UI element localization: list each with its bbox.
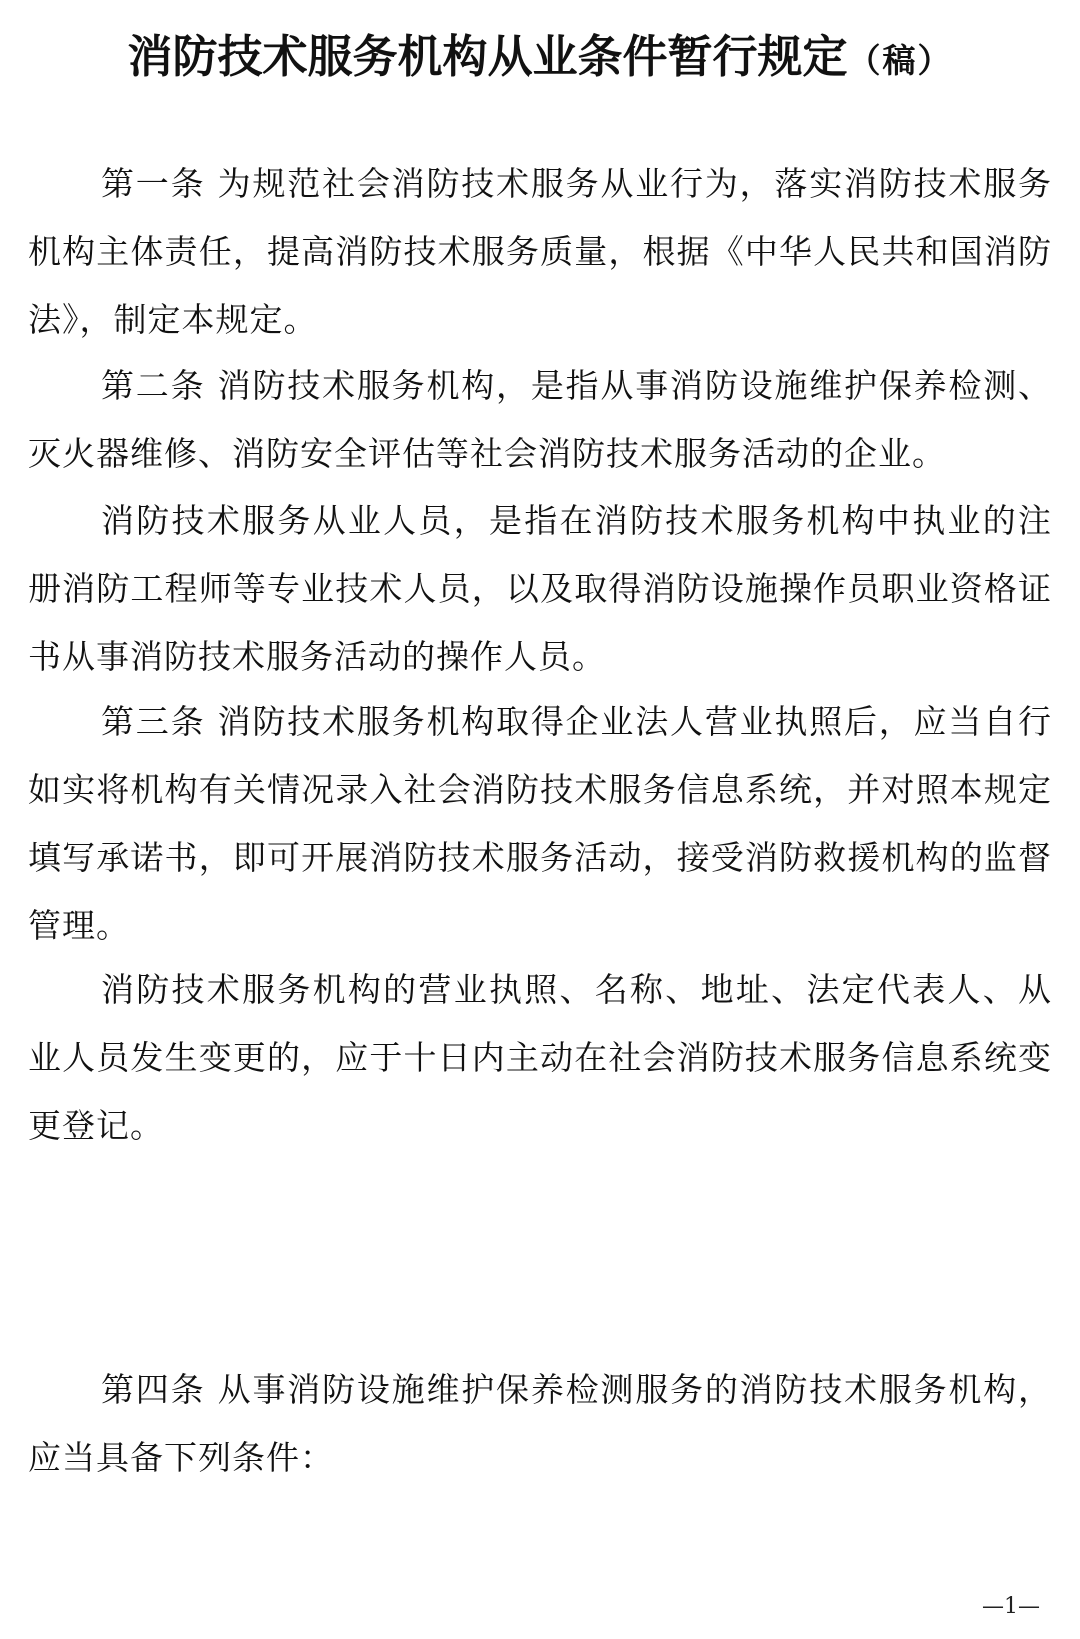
article-3-change-paragraph: 消防技术服务机构的营业执照、名称、地址、法定代表人、从业人员发生变更的，应于十日内主动在社会消防技术服务信息系统变更登记。 [28,970,1052,1145]
article-2-paragraph: 第二条 消防技术服务机构，是指从事消防设施维护保养检测、灭火器维修、消防安全评估等社会消防技术服务活动的企业。 [28,366,1052,473]
page-number: —1— [982,1594,1040,1619]
article-3-paragraph: 第三条 消防技术服务机构取得企业法人营业执照后，应当自行如实将机构有关情况录入社会消防技术服务信息系统，并对照本规定填写承诺书，即可开展消防技术服务活动，接受消防救援机构的监督管理。 [28,702,1052,945]
article-4-paragraph: 第四条 从事消防设施维护保养检测服务的消防技术服务机构，应当具备下列条件： [28,1370,1052,1477]
article-2-personnel-paragraph: 消防技术服务从业人员，是指在消防技术服务机构中执业的注册消防工程师等专业技术人员，以及取得消防设施操作员职业资格证书从事消防技术服务活动的操作人员。 [28,501,1052,676]
document-title [0,20,1080,85]
article-1-paragraph: 第一条 为规范社会消防技术服务从业行为，落实消防技术服务机构主体责任，提高消防技术服务质量，根据《中华人民共和国消防法》，制定本规定。 [28,164,1052,339]
title-text: 消防技术服务机构从业条件暂行规定 [127,30,848,83]
title-suffix: （稿） [847,41,953,80]
